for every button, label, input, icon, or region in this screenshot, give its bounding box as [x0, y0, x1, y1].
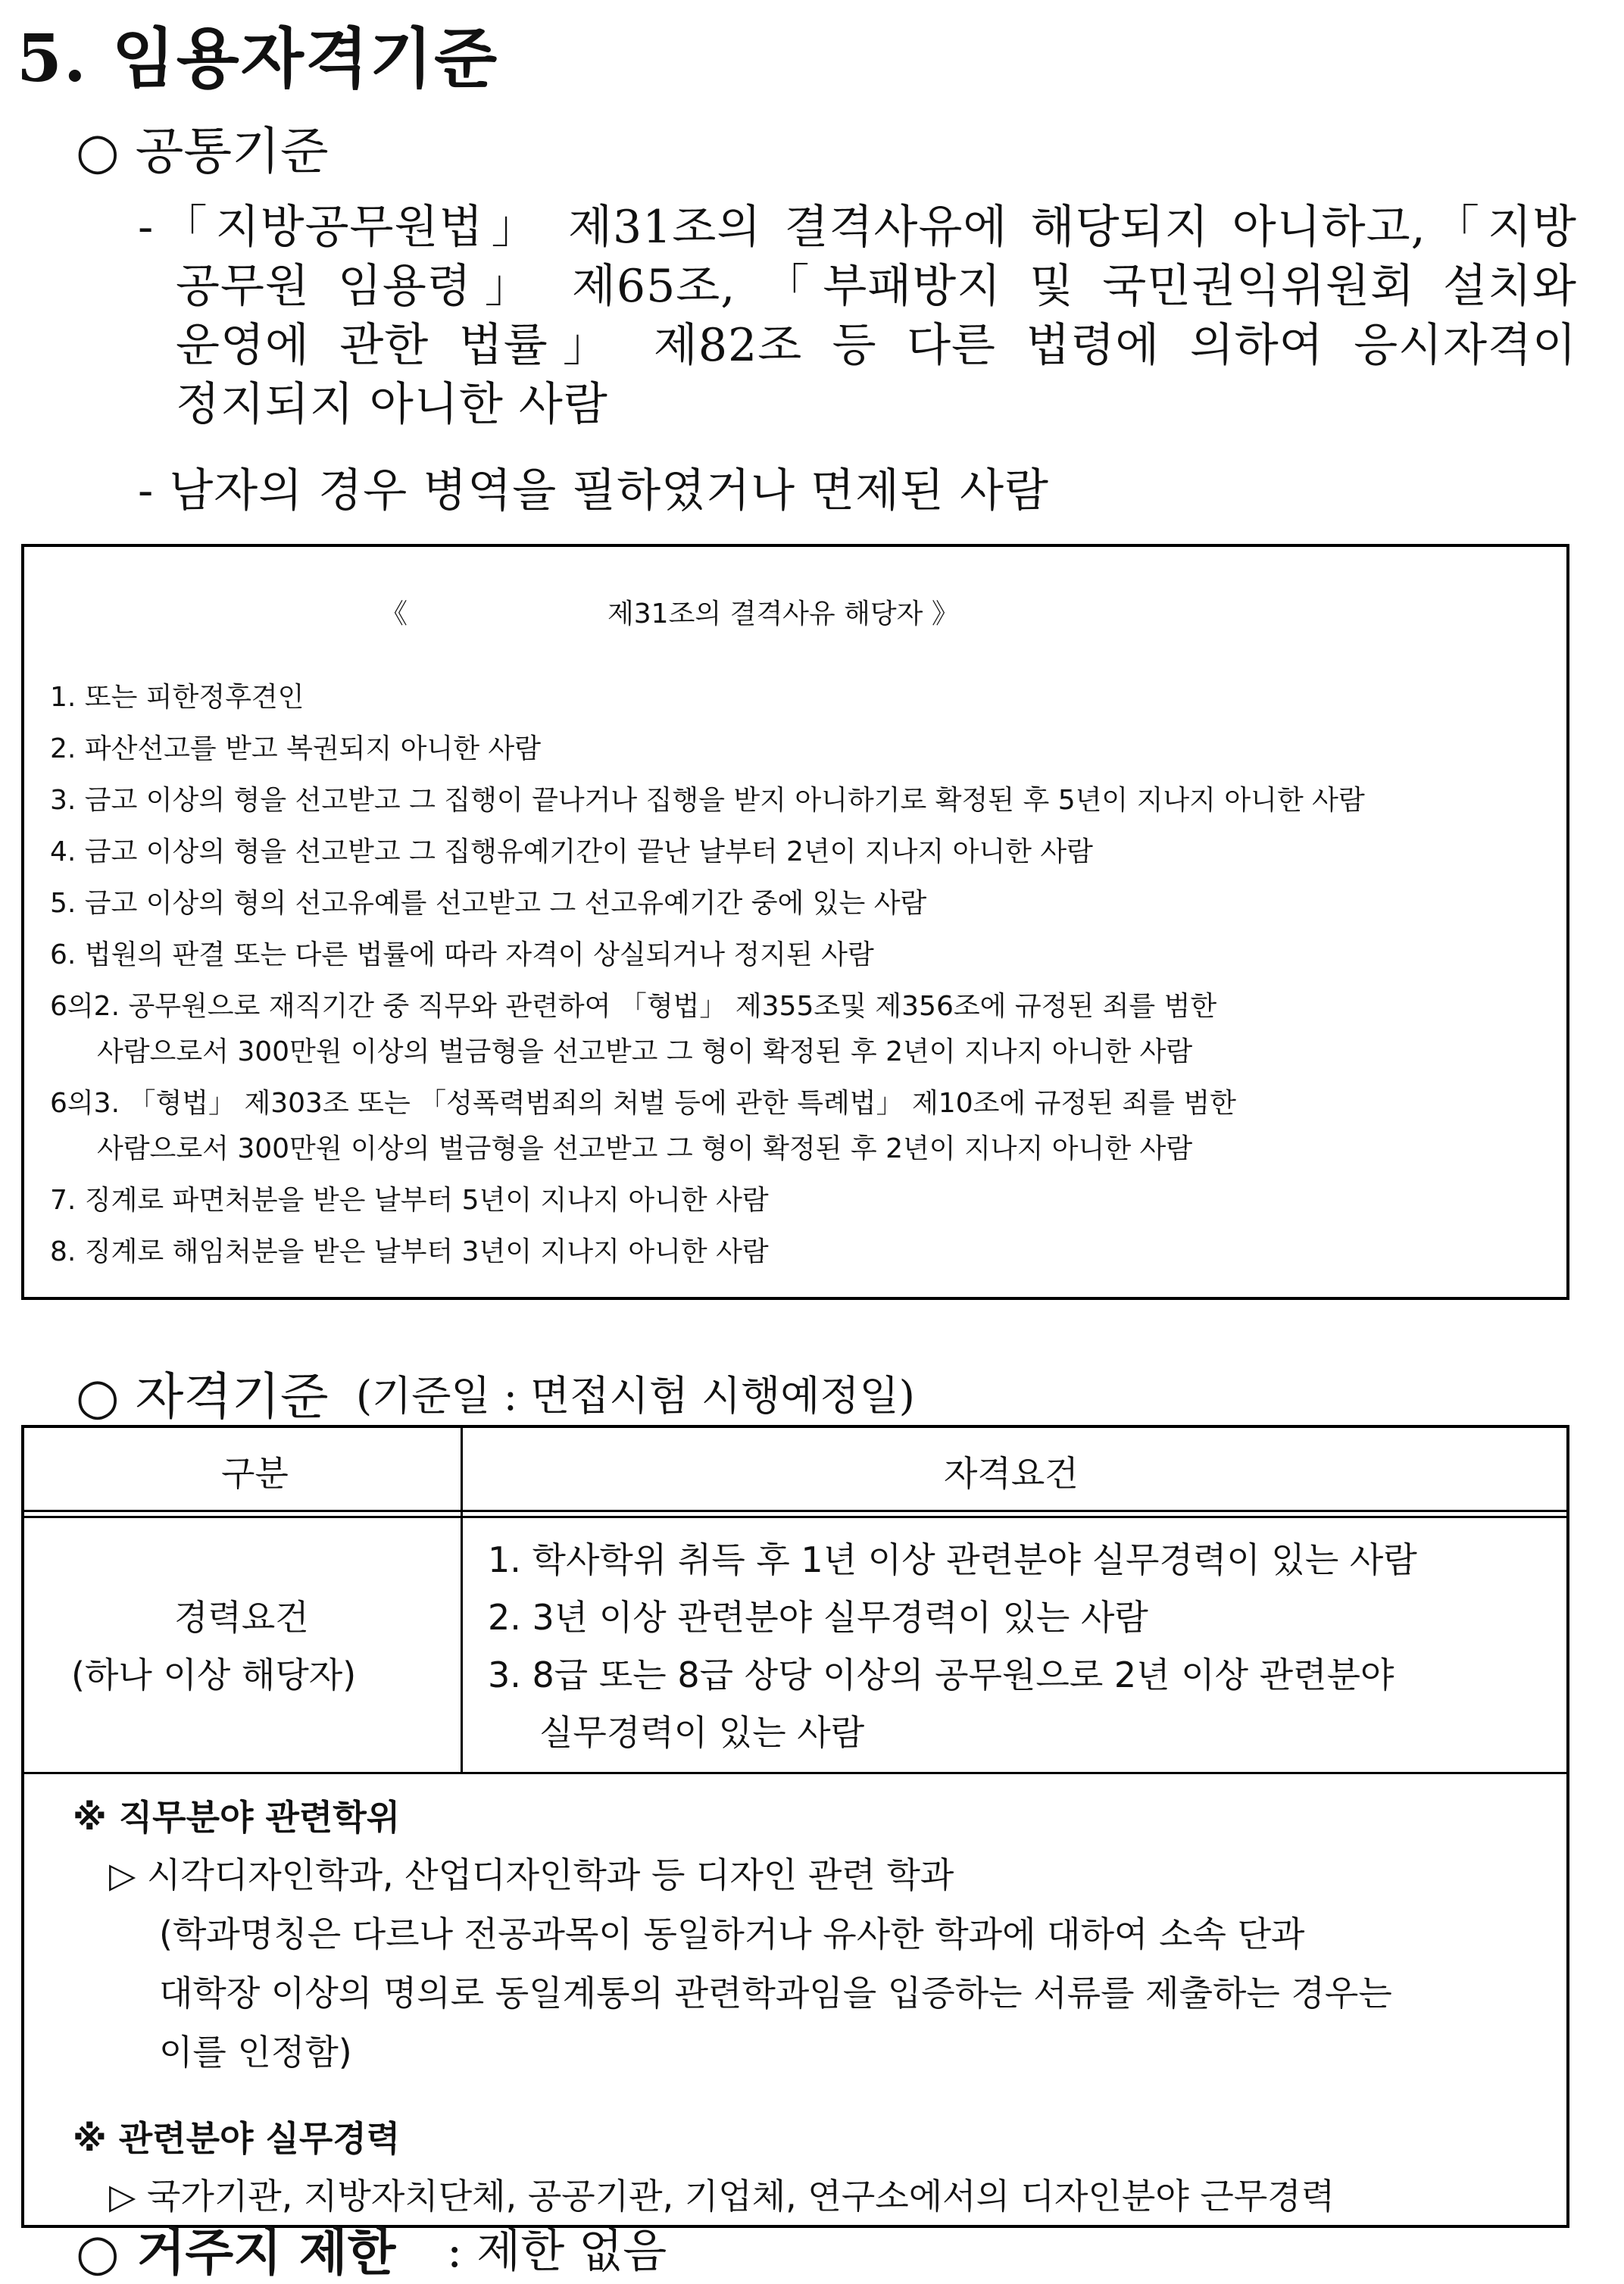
degree-note-line: 대학장 이상의 명의로 동일계통의 관련학과임을 입증하는 서류를 제출하는 경우는 [159, 1973, 1392, 2014]
requirement-item: 1. 학사학위 취득 후 1년 이상 관련분야 실무경력이 있는 사람 [488, 1539, 1417, 1580]
degree-note-line: 이를 인정함) [159, 2032, 352, 2073]
common-criteria-heading: ○ 공통기준 [76, 122, 329, 180]
disqualification-item: 8. 징계로 해임처분을 받은 날부터 3년이 지나지 아니한 사람 [50, 1236, 769, 1267]
disqualification-item: 5. 금고 이상의 형의 선고유예를 선고받고 그 선고유예기간 중에 있는 사람 [50, 888, 927, 919]
requirement-item: 2. 3년 이상 관련분야 실무경력이 있는 사람 [488, 1597, 1148, 1638]
disqualification-item: 6의3. 「형법」 제303조 또는 「성폭력범죄의 처벌 등에 관한 특례법」 제10조에 규정된 죄를 범한 [50, 1088, 1236, 1119]
experience-note-line: ▷ 국가기관, 지방자치단체, 공공기관, 기업체, 연구소에서의 디자인분야 근무경력 [109, 2176, 1335, 2217]
requirement-item: 3. 8급 또는 8급 상당 이상의 공무원으로 2년 이상 관련분야 [488, 1654, 1394, 1695]
disqualification-item: 6의2. 공무원으로 재직기간 중 직무와 관련하여 「형법」 제355조및 제356조에 규정된 죄를 범한 [50, 991, 1217, 1022]
disqualification-item: 2. 파산선고를 받고 복권되지 아니한 사람 [50, 733, 541, 764]
disqualification-item: 6. 법원의 판결 또는 다른 법률에 따라 자격이 상실되거나 정지된 사람 [50, 939, 874, 970]
disqualification-title-bracket: 《 [380, 598, 408, 630]
qualification-heading: ○ 자격기준 [76, 1367, 329, 1426]
qualification-heading-note: (기준일 : 면접시험 시행예정일) [356, 1372, 915, 1420]
disqualification-item-continued: 사람으로서 300만원 이상의 벌금형을 선고받고 그 형이 확정된 후 2년이 지나지 아니한 사람 [97, 1036, 1193, 1067]
disqualification-item: 1. 또는 피한정후견인 [50, 682, 304, 713]
table-header-requirements: 자격요건 [944, 1453, 1079, 1494]
common-bullet-1-line-1: -「지방공무원법」 제31조의 결격사유에 해당되지 아니하고,「지방 [138, 201, 1577, 254]
residence-value: : 제한 없음 [447, 2225, 667, 2278]
common-bullet-2: - 남자의 경우 병역을 필하였거나 면제된 사람 [138, 464, 1049, 517]
common-bullet-1-line-2: 공무원 임용령」 제65조, 「부패방지 및 국민권익위원회 설치와 [176, 260, 1577, 313]
qualification-table [21, 1425, 1569, 2228]
table-row-label-note: (하나 이상 해당자) [71, 1654, 357, 1695]
table-row-label: 경력요건 [174, 1597, 309, 1638]
disqualification-item: 4. 금고 이상의 형을 선고받고 그 집행유예기간이 끝난 날부터 2년이 지나지 아니한 사람 [50, 836, 1093, 867]
common-bullet-1-line-4: 정지되지 아니한 사람 [176, 378, 608, 431]
disqualification-item: 3. 금고 이상의 형을 선고받고 그 집행이 끝나거나 집행을 받지 아니하기로 확정된 후 5년이 지나지 아니한 사람 [50, 785, 1365, 816]
disqualification-title: 제31조의 결격사유 해당자 》 [607, 598, 959, 630]
section-title: 5. 임용자격기준 [17, 20, 499, 97]
residence-heading: ○ 거주지 제한 [76, 2223, 396, 2282]
degree-note-line: (학과명칭은 다르나 전공과목이 동일하거나 유사한 학과에 대하여 소속 단과 [159, 1914, 1305, 1954]
requirement-item-continued: 실무경력이 있는 사람 [539, 1712, 865, 1753]
disqualification-item: 7. 징계로 파면처분을 받은 날부터 5년이 지나지 아니한 사람 [50, 1185, 769, 1216]
disqualification-box [21, 544, 1569, 1300]
disqualification-item-continued: 사람으로서 300만원 이상의 벌금형을 선고받고 그 형이 확정된 후 2년이 지나지 아니한 사람 [97, 1133, 1193, 1164]
experience-note-title: ※ 관련분야 실무경력 [73, 2118, 401, 2159]
degree-note-title: ※ 직무분야 관련학위 [73, 1797, 401, 1838]
common-bullet-1-line-3: 운영에 관한 법률」 제82조 등 다른 법령에 의하여 응시자격이 [176, 319, 1577, 372]
table-header-category: 구분 [221, 1453, 289, 1494]
degree-note-line: ▷ 시각디자인학과, 산업디자인학과 등 디자인 관련 학과 [109, 1854, 954, 1895]
